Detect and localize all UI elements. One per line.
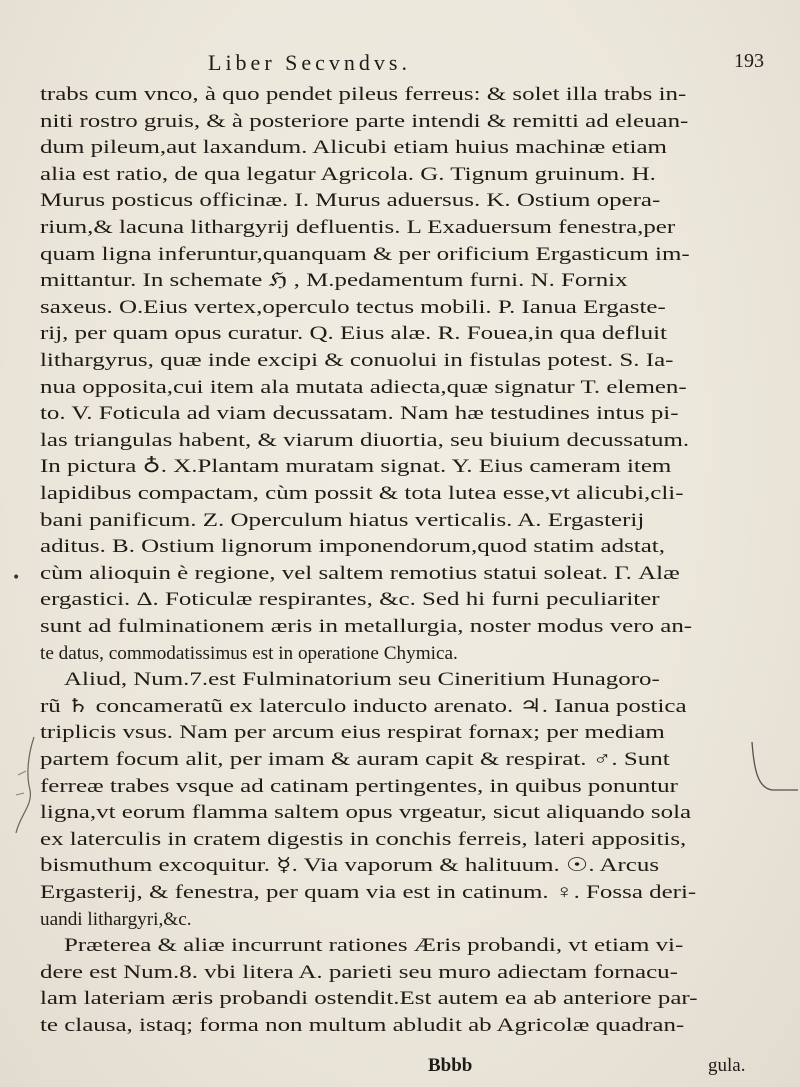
- text-line: niti rostro gruis, & à posteriore parte intendi & remitti ad eleuan-: [40, 110, 689, 132]
- margin-bullet-icon: •: [12, 570, 21, 586]
- text-line: to. V. Foticula ad viam decussatam. Nam hæ testudines intus pi-: [40, 403, 679, 425]
- running-head: [0, 46, 800, 76]
- text-line: bismuthum excoquitur. ☿. Via vaporum & halituum. ☉. Arcus: [40, 855, 660, 877]
- text-line: alia est ratio, de qua legatur Agricola. G. Tignum gruinum. H.: [40, 163, 656, 185]
- text-line: ligna,vt eorum flamma saltem opus vrgeatur, sicut aliquando sola: [40, 802, 692, 824]
- text-line: dum pileum,aut laxandum. Alicubi etiam huius machinæ etiam: [40, 137, 667, 159]
- page-number: 193: [734, 50, 764, 72]
- text-line: cùm alioquin è regione, vel saltem remotius statui soleat. Γ. Alæ: [40, 562, 680, 584]
- text-line: bani panificum. Z. Operculum hiatus verticalis. A. Ergasterij: [40, 509, 645, 531]
- text-line: rũ ♄ concameratũ ex laterculo inducto arenato. ♃. Ianua postica: [40, 695, 687, 717]
- text-line: ferreæ trabes vsque ad catinam pertingentes, in quibus ponuntur: [40, 775, 678, 797]
- text-line: ergastici. Δ. Foticulæ respirantes, &c. Sed hi furni peculiariter: [40, 589, 660, 611]
- text-line: sunt ad fulminationem æris in metallurgia, noster modus vero an-: [40, 616, 693, 637]
- text-line: In pictura ♁. X.Plantam muratam signat. Y. Eius cameram item: [40, 456, 672, 478]
- text-line: lam lateriam æris probandi ostendit.Est autem ea ab anteriore par-: [40, 988, 698, 1010]
- catchword: gula.: [708, 1055, 746, 1076]
- text-line: te clausa, istaq; forma non multum abludit ab Agricolæ quadran-: [40, 1015, 685, 1036]
- text-line: aditus. B. Ostium lignorum imponendorum,quod statim adstat,: [40, 536, 665, 558]
- signature-mark: Bbbb: [428, 1055, 473, 1076]
- text-line: Murus posticus officinæ. I. Murus aduersus. K. Ostium opera-: [40, 190, 661, 212]
- text-line: Aliud, Num.7.est Fulminatorium seu Cineritium Hunagoro-: [64, 669, 660, 691]
- text-line: rium,& lacuna lithargyrij defluentis. L Exaduersum fenestra,per: [40, 217, 676, 238]
- running-title: Liber Secvndvs.: [208, 50, 411, 75]
- margin-ink-stroke-icon: [8, 735, 38, 835]
- text-line: lapidibus compactam, cùm possit & tota lutea esse,vt alicubi,cli-: [40, 483, 684, 504]
- text-line: Præterea & aliæ incurrunt rationes Æris probandi, vt etiam vi-: [64, 935, 684, 957]
- text-line: dere est Num.8. vbi litera A. parieti seu muro adiectam fornacu-: [40, 961, 678, 983]
- text-line: rij, per quam opus curatur. Q. Eius alæ. R. Fouea,in qua defluit: [40, 323, 667, 345]
- text-line: quam ligna inferuntur,quanquam & per orificium Ergasticum im-: [40, 243, 690, 265]
- text-line: lithargyrus, quæ inde excipi & conuolui in fistulas potest. S. Ia-: [40, 350, 674, 371]
- text-line: mittantur. In schemate ℌ , M.pedamentum furni. N. Fornix: [40, 270, 628, 292]
- text-line: triplicis vsus. Nam per arcum eius respirat fornax; per mediam: [40, 722, 665, 744]
- text-line: partem focum alit, per imam & auram capit & respirat. ♂. Sunt: [40, 749, 670, 770]
- text-line: Ergasterij, & fenestra, per quam via est in catinum. ♀. Fossa deri-: [40, 882, 697, 903]
- text-line: saxeus. O.Eius vertex,operculo tectus mobili. P. Ianua Ergaste-: [40, 296, 666, 318]
- text-line: ex laterculis in cratem digestis in conchis ferreis, lateri appositis,: [40, 828, 687, 850]
- text-line: te datus, commodatissimus est in operatione Chymica.: [40, 642, 458, 664]
- text-line: nua opposita,cui item ala mutata adiecta,quæ signatur T. elemen-: [40, 376, 687, 398]
- text-line: las triangulas habent, & viarum diuortia, seu biuium decussatum.: [40, 429, 690, 451]
- margin-pencil-stroke-icon: [748, 740, 800, 800]
- text-line: trabs cum vnco, à quo pendet pileus ferreus: & solet illa trabs in-: [40, 84, 687, 105]
- text-line: uandi lithargyri,&c.: [40, 908, 192, 930]
